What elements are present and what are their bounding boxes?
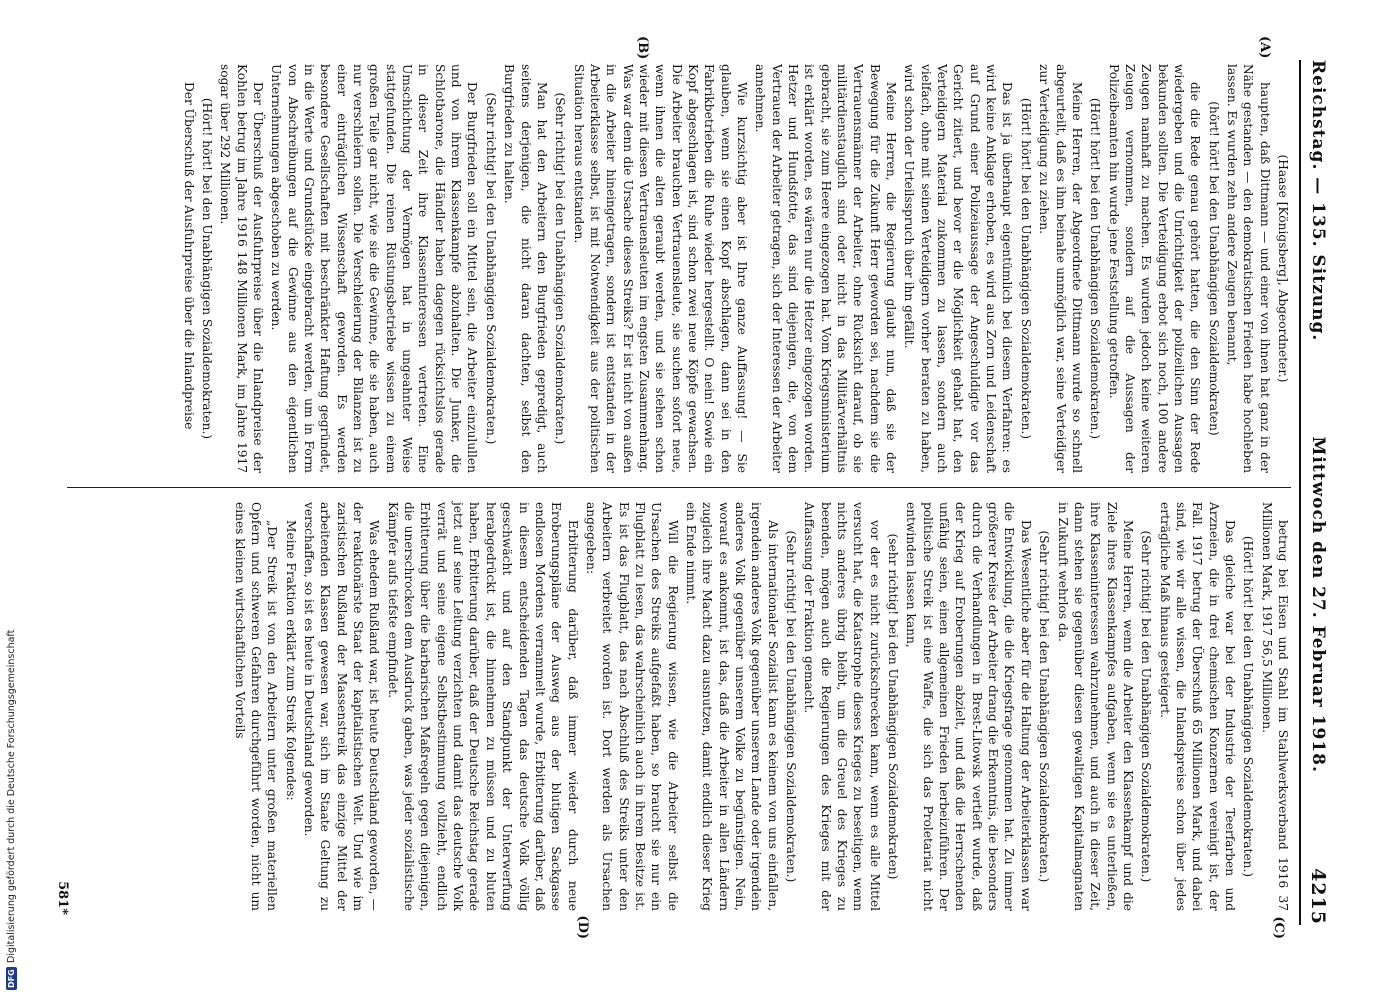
paragraph: Meine Herren, der Abgeordnete Dittmann wurde so schnell abgeurteilt, daß es ihm beinahe unmöglich war, seine Verteidiger zur Verteidigung zu ziehen. <box>1037 64 1084 473</box>
paragraph: Als internationaler Sozialist kann es keinem von uns einfallen, irgendein anderes Volk gegenüber unserem Lande oder irgendein anderes Volk gegenüber unserem Volke zu begünstigen. Nein, worauf es ankommt, ist das, daß die Arbeiter in allen Ländern zugleich ihre Macht dazu ausnutzen, damit endlich dieser Krieg ein Ende nimmt. <box>683 502 780 911</box>
paragraph: (Hört! hört! bei den Unabhängigen Sozialdemokraten.) <box>1088 97 1103 440</box>
paragraph: Wie kurzsichtig aber ist Ihre ganze Auffassung! — Sie glauben, wenn sie einen Kopf abschlagen, dann sei in den Fabrikbetrieben die Ruhe wieder hergestellt. O nein! Sowie ein Kopf abgeschlagen ist, sind schon zwei neue Köpfe gewachsen. Die Arbeiter brauchen Vertrauensleute, sie suchen sofort neue, wenn ihnen die alten geraubt werden, und sie stehen schon wieder mit diesen Vertrauensleuten im engsten Zusammenhang. Was war denn die Ursache dieses Streiks? Er ist nicht von außen in die Arbeiter hineingetragen, sondern ist entstanden in der Arbeiterklasse selbst, ist mit Notwendigkeit aus der politischen Situation heraus entstanden. <box>571 64 749 473</box>
paragraph: (Sehr richtig! bei den Unabhängigen Sozialdemokraten.) <box>1037 530 1052 883</box>
paragraph: Das Wesentliche aber für die Haltung der Arbeiterklassen war die Entwicklung, die die Kriegsfrage genommen hat. Zu immer größerer Kreise der Arbeiter drang die Erkenntnis, die besonders durch die Verhandlungen in Brest-Litowsk vertieft wurde, daß der Krieg auf Eroberungen abzielt, und daß die Herrschenden unfähig seien, einen allgemeinen Frieden herbeizuführen. Der politische Streik ist eine Waffe, die sich das Proletariat nicht entwinden lassen kann, <box>904 502 1033 911</box>
signature-mark: 581* <box>55 881 70 915</box>
text-columns <box>67 36 1291 939</box>
paragraph: betrug bei Eisen und Stahl im Stahlwerksverband 1916 37 Millionen Mark, 1917 56,5 Millionen. <box>1259 502 1290 911</box>
paragraph: (sehr richtig! bei den Unabhängigen Sozialdemokraten) <box>886 533 901 880</box>
paragraph: Erbitterung darüber, daß immer wieder durch neue Eroberungspläne der Ausweg aus der blutigen Sackgasse endlosen Mordens verrammelt wurde, Erbitterung darüber, daß in diesem entscheidenden Tagen das deutsche Volk völlig geschwächt und auf den Standpunkt der Unterwerfung herabgedrückt ist, die hinnehmen zu müssen und zu bluten haben, Erbitterung darüber, daß der Deutsche Reichstag gerade jetzt auf seine Leitung verzichten und damit das deutsche Volk verrät und seine eigene Selbstbestimmung vollzieht, endlich Erbitterung über die barbarischen Maßregeln gegen diejenigen, die unerschrocken dem Ausdruck gaben, was jeder sozialistische Kämpfer aufs tiefste empfindet. <box>385 502 580 911</box>
paragraph: Meine Fraktion erklärt zum Streik folgendes: <box>283 520 298 801</box>
credit-text: Digitalisierung gefördert durch die Deutsche Forschungsgemeinschaft <box>6 630 17 964</box>
paragraph: Der Überschuß der Ausfuhrpreise über die Inlandpreise der Kohlen betrug im Jahre 1916 148 Millionen Mark, im Jahre 1917 sogar über 292 Millionen. <box>218 64 266 473</box>
right-column <box>67 488 1291 939</box>
paragraph: (Hört! hört! bei den Unabhängigen Sozialdemokraten.) <box>1241 535 1256 878</box>
paragraph: Der Überschuß der Ausfuhrpreise über die Inlandpreise <box>181 82 196 430</box>
paragraph: Meine Herren, die Regierung glaubt nun, daß sie der Bewegung für die Zukunft Herr geworden sei, nachdem sie die Vertrauensmänner der Arbeiter, ohne Rücksicht darauf, ob sie militärdienstauglich sind oder nicht in das Militärverhältnis gebracht, sie zum Heere eingezogen hat. Vom Kriegsministerium ist erklärt worden, es wären nur die Hetzer eingezogen worden. Hetzer und Hundsfotte, das sind diejenigen, die, von dem Vertrauen der Arbeiter getragen, sich der Interessen der Arbeiter annehmen. <box>753 64 899 473</box>
paragraph: Das gleiche war bei der Industrie der Teerfarben und Arzneien, die in drei chemischen Konzernen vereinigt ist, der Fall. 1917 betrug der Überschuß 65 Millionen Mark, und dabei sind, wie wir alle wissen, die Inlandspreise schon über jedes erträgliche Maß hinaus gesteigert. <box>1157 502 1237 911</box>
paragraph: Will die Regierung wissen, wie die Arbeiter selbst die Ursachen des Streiks aufgefaßt haben, so braucht sie nur ein Flugblatt zu lesen, das wahrscheinlich auch in ihrem Besitze ist. Es ist das Flugblatt, das nach Abschluß des Streiks unter den Arbeitern verbreitet worden ist. Dort werden als Ursachen angegeben: <box>583 502 680 911</box>
margin-marker-d: (D) <box>575 915 590 939</box>
paragraph: Meine Herren, wenn die Arbeiter den Klassenkampf und die Ziele ihres Klassenkampfes aufgaben, wenn sie es unterließen, ihre Klasseninteressen wahrzunehmen, und auch in dieser Zeit, dann stehen sie gegenüber diesen gewaltigen Kapitalmagnaten in Zukunft wehrlos da. <box>1055 502 1135 911</box>
left-column <box>67 36 1291 488</box>
paragraph: (Sehr richtig! bei den Unabhängigen Sozialdemokraten.) <box>1139 530 1154 883</box>
digitization-credit <box>6 630 17 990</box>
paragraph: vor der es nicht zurückschrecken kann, wenn es alle Mittel versucht hat, die Katastrophe dieses Krieges zu beseitigen, wenn nichts anderes übrig bleibt, um die Greuel des Krieges zu beenden, mögen auch die Regierungen des Krieges mit der Auffassung der Fraktion gemacht. <box>802 502 882 911</box>
paragraph: Der Burgfrieden soll ein Mittel sein, die Arbeiter einzulullen und von ihrem Klassenkampfe abzuhalten. Die Junker, die Schlotbarone, die Händler haben dagegen rücksichtslos gerade in dieser Zeit ihre Klasseninteressen vertreten. Eine Umschichtung der Vermögen hat in ungeahnter Weise stattgefunden. Die reinen Rüstungsbetriebe wissen zu einem großen Teile gar nicht, wie sie die Gewinne, die sie haben, auch nur verschleiern sollen. Die Verschleierung der Bilanzen ist zu einer einträglichen Wissenschaft geworden. Es werden besondere Gesellschaften mit beschränkter Haftung gegründet, in die Werte und Grundstücke eingebracht werden, um in Form von Abschreibungen auf die Gewinne aus den eigentlichen Unternehmungen abgeschoben zu werden. <box>269 64 480 473</box>
paragraph: haupten, daß Dittmann — und einer von ihnen hat ganz in der Nähe gestanden — den demokratischen Frieden habe hochleben lassen. Es wurden zehn andere Zeugen benannt, <box>1224 64 1272 473</box>
paragraph: Das ist ja überhaupt eigentümlich bei diesem Verfahren: es wird keine Anklage erhoben, es wird aus Zorn und Leidenschaft auf Grund einer Polizeiaussage der Angeschuldigte vor das Gericht zitiert, und bevor er die Möglichkeit gehabt hat, den Verteidigern Material zukommen zu lassen, sondern auch vielfach, ohne mit seinen Verteidigern vorher beraten zu haben, wird schon der Urteilsspruch über ihn gefällt. <box>902 64 1015 473</box>
paragraph: Was ehedem Rußland war, ist heute Deutschland geworden, — der reaktionärste Staat der kapitalistischen Welt. Und wie im zaristischen Rußland der Massenstreik das einzige Mittel der arbeitenden Klassen gewesen war, sich im Staate Geltung zu verschaffen, so ist es heute in Deutschland geworden. <box>302 502 382 911</box>
running-header <box>1299 60 1335 925</box>
dfg-logo-icon: DFG <box>7 969 16 988</box>
margin-marker-b: (B) <box>635 36 650 60</box>
paragraph: Man hat den Arbeitern den Burgfrieden gepredigt, auch seitens derjenigen, die nicht daran dachten, selbst den Burgfrieden zu halten. <box>502 64 549 473</box>
page-sheet <box>55 20 1335 955</box>
paragraph: „Der Streik ist von den Arbeitern unter großen materiellen Opfern und schweren Gefahren durchgeführt worden, nicht um eines kleinen wirtschaftlichen Vorteils <box>232 502 280 911</box>
page-number: 4215 <box>1307 868 1329 925</box>
paragraph: (Haase [Königsberg], Abgeordneter.) <box>1276 154 1290 383</box>
rotated-page <box>55 20 1335 955</box>
paragraph: die die Rede genau gehört hatten, die den Sinn der Rede wiedergeben und die Unrichtigkeit der polizeilichen Aussagen bekunden sollten. Die Verteidigung erbot sich noch, 100 andere Zeugen namhaft zu machen. Es wurden jedoch keine weiteren Zeugen vernommen, sondern auf die Aussagen der Polizeibeamten hin wurde jene Feststellung getroffen. <box>1106 64 1203 473</box>
paragraph: (Hört! hört! bei den Unabhängigen Sozialdemokraten.) <box>200 97 214 440</box>
margin-marker-c: (C) <box>1271 916 1286 939</box>
paragraph: (hört! hört! bei den Unabhängigen Sozialdemokraten) <box>1206 101 1221 436</box>
paragraph: (Sehr richtig! bei den Unabhängigen Sozialdemokraten.) <box>553 92 568 445</box>
header-date: Mittwoch den 27. Februar 1918. <box>1308 436 1328 773</box>
paragraph: (Sehr richtig! bei den Unabhängigen Sozialdemokraten.) <box>483 92 498 445</box>
margin-marker-a: (A) <box>1257 36 1272 59</box>
header-left: Reichstag. — 135. Sitzung. <box>1308 60 1328 342</box>
paragraph: (Hört! hört! bei den Unabhängigen Sozialdemokraten.) <box>1018 97 1033 440</box>
paragraph: (Sehr richtig! bei den Unabhängigen Sozialdemokraten.) <box>784 530 799 883</box>
